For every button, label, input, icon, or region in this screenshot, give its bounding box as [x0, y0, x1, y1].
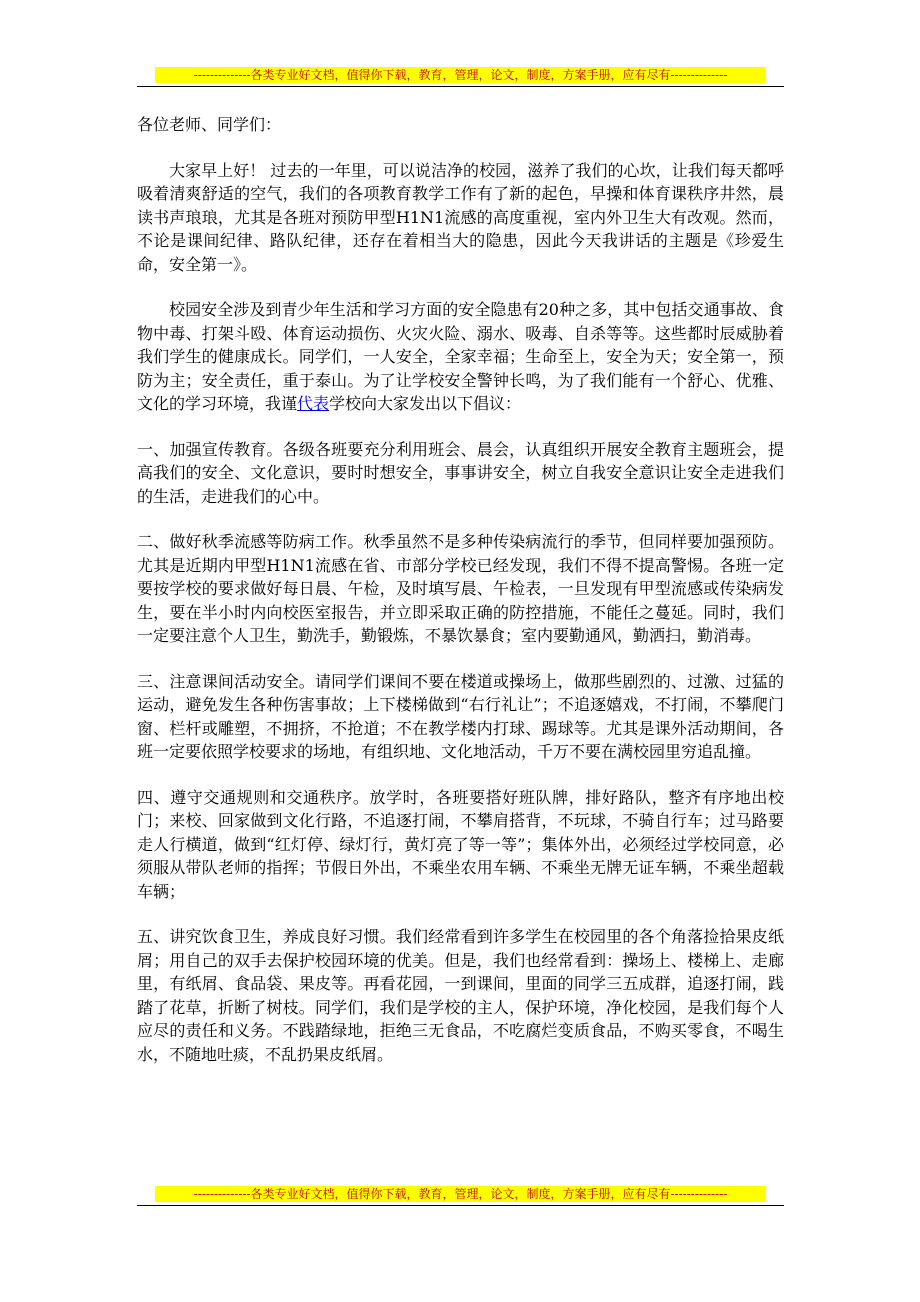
proposal-item-4: 四、遵守交通规则和交通秩序。放学时，各班要搭好班队牌，排好路队，整齐有序地出校门；来校、回家做到文化行路，不追逐打闹，不攀肩搭背，不玩球，不骑自行车；过马路要走人行横道，做到“红灯停、绿灯行，黄灯亮了等一等”；集体外出，必须经过学校同意，必须服从带队老师的指挥；节假日外出，不乘坐农用车辆、不乘坐无牌无证车辆，不乘坐超载车辆；: [137, 787, 784, 901]
proposal-item-3: 三、注意课间活动安全。请同学们课间不要在楼道或操场上，做那些剧烈的、过激、过猛的运动，避免发生各种伤害事故；上下楼梯做到“右行礼让”；不追逐嬉戏，不打闹，不攀爬门窗、栏杆或雕塑，不拥挤，不抢道；不在教学楼内打球、踢球等。尤其是课外活动期间，各班一定要依照学校要求的场地，有组织地、文化地活动，千万不要在满校园里穷追乱撞。: [137, 671, 784, 761]
document-body: [137, 113, 784, 1088]
paragraph-safety-text: 校园安全涉及到青少年生活和学习方面的安全隐患有20种之多，其中包括交通事故、食物中毒、打架斗殴、体育运动损伤、火灾火险、溺水、吸毒、自杀等等。这些都时辰威胁着我们学生的健康成长。同学们，一人安全，全家幸福；生命至上，安全为天；安全第一，预防为主；安全责任，重于泰山。为了让学校安全警钟长鸣，为了我们能有一个舒心、优雅、文化的学习环境，我谨: [137, 300, 784, 413]
salutation: 各位老师、同学们：: [137, 115, 282, 134]
header-banner: --------------各类专业好文档，值得你下载，教育，管理，论文，制度，方案手册，应有尽有--------------: [155, 67, 766, 83]
footer-banner: --------------各类专业好文档，值得你下载，教育，管理，论文，制度，方案手册，应有尽有--------------: [155, 1186, 766, 1202]
footer-divider: [137, 1205, 784, 1206]
paragraph-safety-tail: 学校向大家发出以下倡议：: [329, 394, 522, 413]
represent-link[interactable]: 代表: [297, 394, 330, 413]
proposal-item-5: 五、讲究饮食卫生，养成良好习惯。我们经常看到许多学生在校园里的各个角落捡拾果皮纸屑；用自己的双手去保护校园环境的优美。但是，我们也经常看到：操场上、楼梯上、走廊里，有纸屑、食品袋、果皮等。再看花园，一到课间，里面的同学三五成群，追逐打闹，践踏了花草，折断了树枝。同学们，我们是学校的主人，保护环境，净化校园，是我们每个人应尽的责任和义务。不践踏绿地，拒绝三无食品，不吃腐烂变质食品，不购买零食，不喝生水，不随地吐痰，不乱扔果皮纸屑。: [137, 927, 784, 1064]
paragraph-safety: [137, 298, 784, 416]
proposal-item-1: 一、加强宣传教育。各级各班要充分利用班会、晨会，认真组织开展安全教育主题班会，提高我们的安全、文化意识，要时时想安全，事事讲安全，树立自我安全意识让安全走进我们的生活，走进我们的心中。: [137, 439, 784, 506]
paragraph-intro: 大家早上好！ 过去的一年里，可以说洁净的校园，滋养了我们的心坎，让我们每天都呼吸着清爽舒适的空气，我们的各项教育教学工作有了新的起色，早操和体育课秩序井然，晨读书声琅琅，尤其是各班对预防甲型H1N1流感的高度重视，室内外卫生大有改观。然而，不论是课间纪律、路队纪律，还存在着相当大的隐患，因此今天我讲话的主题是《珍爱生命，安全第一》。: [137, 160, 784, 274]
header-divider: [137, 86, 784, 87]
proposal-item-2: 二、做好秋季流感等防病工作。秋季虽然不是多种传染病流行的季节，但同样要加强预防。尤其是近期内甲型H1N1流感在省、市部分学校已经发现，我们不得不提高警惕。各班一定要按学校的要求做好每日晨、午检，及时填写晨、午检表，一旦发现有甲型流感或传染病发生，要在半小时内向校医室报告，并立即采取正确的防控措施，不能任之蔓延。同时，我们一定要注意个人卫生，勤洗手，勤锻炼，不暴饮暴食；室内要勤通风，勤洒扫，勤消毒。: [137, 532, 784, 645]
